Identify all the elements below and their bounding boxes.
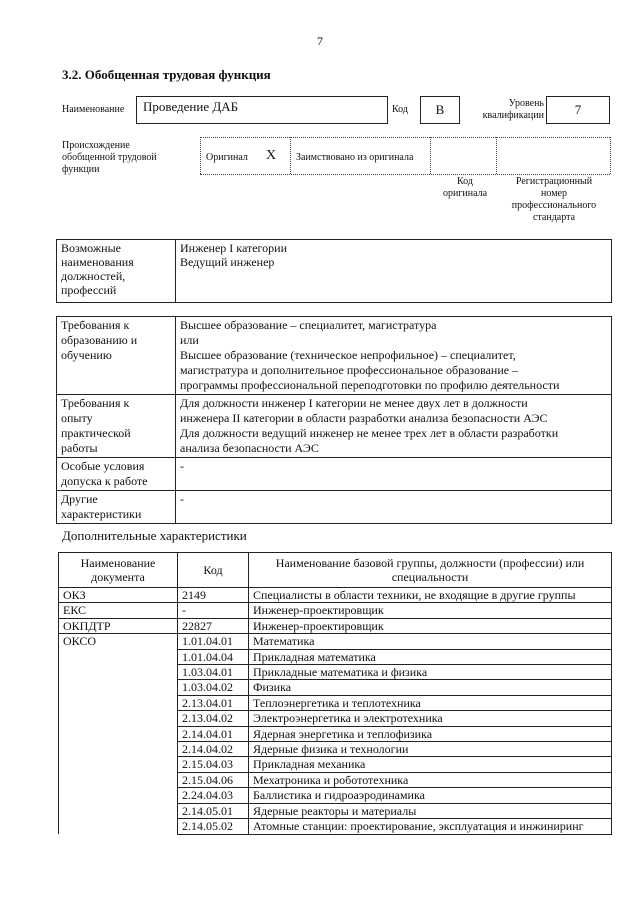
- position-value: Инженер I категории: [180, 241, 287, 255]
- requirement-line: анализа безопасности АЭС: [180, 441, 319, 455]
- header-name-line: Наименование базовой группы, должности (профессии) или: [275, 556, 585, 570]
- row-doc: ОКЗ: [59, 588, 178, 603]
- code-label: Код: [392, 104, 408, 115]
- requirement-line: Высшее образование – специалитет, магистратура: [180, 318, 437, 332]
- code-value: B: [435, 102, 445, 117]
- requirement-value-cell: [176, 458, 612, 491]
- code-original-caption: [434, 176, 496, 200]
- positions-label-cell: [57, 240, 176, 303]
- requirement-line: Для должности ведущий инженер не менее трех лет в области разработки: [180, 426, 559, 440]
- table-row: [59, 588, 612, 603]
- name-value-box: [136, 96, 388, 124]
- table-row: [59, 634, 612, 649]
- header-code: Код: [178, 553, 249, 588]
- row-code: 2.15.04.03: [178, 757, 249, 772]
- original-label: Оригинал: [206, 152, 248, 163]
- row-code: 2.13.04.01: [178, 695, 249, 710]
- reg-caption-line-3: профессионального: [511, 200, 597, 211]
- requirement-value-cell: [176, 491, 612, 524]
- row-code: 2.14.05.01: [178, 803, 249, 818]
- row-code: 2.15.04.06: [178, 772, 249, 787]
- name-value: Проведение ДАБ: [143, 99, 239, 114]
- row-name: Ядерные физика и технологии: [249, 742, 612, 757]
- origin-label: [62, 140, 157, 176]
- requirement-label-line: работы: [61, 441, 98, 455]
- row-name: Прикладные математика и физика: [249, 665, 612, 680]
- row-code: 2.13.04.02: [178, 711, 249, 726]
- row-name: Атомные станции: проектирование, эксплуатация и инжиниринг: [249, 819, 612, 834]
- row-code: -: [178, 603, 249, 618]
- requirement-label-line: обучению: [61, 348, 112, 362]
- requirement-label-line: Другие: [61, 492, 98, 506]
- additional-title: Дополнительные характеристики: [62, 528, 247, 543]
- positions-label-line: должностей,: [61, 269, 126, 283]
- row-code: 1.01.04.01: [178, 634, 249, 649]
- code-caption-line-1: Код: [457, 176, 473, 187]
- origin-divider-1: [200, 137, 201, 174]
- requirement-line: программы профессиональной переподготовки по профилю деятельности: [180, 378, 560, 392]
- code-caption-line-2: оригинала: [442, 188, 488, 199]
- row-name: Инженер-проектировщик: [249, 618, 612, 633]
- requirement-label-cell: [57, 395, 176, 458]
- row-code: 1.03.04.01: [178, 665, 249, 680]
- requirement-line: или: [180, 333, 199, 347]
- row-code: 22827: [178, 618, 249, 633]
- requirement-label-cell: [57, 491, 176, 524]
- origin-bottom-line: [200, 174, 610, 175]
- header-doc: [59, 553, 178, 588]
- requirement-label-line: Требования к: [61, 396, 130, 410]
- name-label: Наименование: [62, 104, 125, 115]
- level-label-line-2: квалификации: [482, 110, 544, 121]
- row-doc: ЕКС: [59, 603, 178, 618]
- origin-divider-3: [430, 137, 431, 174]
- row-name: Прикладная математика: [249, 649, 612, 664]
- origin-divider-5: [610, 137, 611, 174]
- row-code: 1.01.04.04: [178, 649, 249, 664]
- positions-row: [57, 240, 612, 303]
- requirement-row: [57, 458, 612, 491]
- requirement-value-cell: [176, 317, 612, 395]
- header-name: [249, 553, 612, 588]
- requirement-label-line: допуска к работе: [61, 474, 148, 488]
- requirement-label-cell: [57, 317, 176, 395]
- requirement-line: магистратура и дополнительное профессиональное образование –: [180, 363, 519, 377]
- requirement-row: [57, 491, 612, 524]
- row-code: 2.24.04.03: [178, 788, 249, 803]
- requirement-label-line: практической: [61, 426, 131, 440]
- section-heading: 3.2. Обобщенная трудовая функция: [62, 67, 271, 82]
- origin-divider-2: [290, 137, 291, 174]
- requirement-label-cell: [57, 458, 176, 491]
- requirement-label-line: образованию и: [61, 333, 138, 347]
- row-name: Прикладная механика: [249, 757, 612, 772]
- origin-divider-4: [496, 137, 497, 174]
- header-doc-line: документа: [91, 570, 145, 584]
- page-number: 7: [317, 34, 323, 48]
- level-value-box: [546, 96, 610, 124]
- row-name: Ядерные реакторы и материалы: [249, 803, 612, 818]
- origin-label-line-3: функции: [62, 164, 100, 175]
- origin-top-line: [200, 137, 610, 138]
- position-value: Ведущий инженер: [180, 255, 275, 269]
- row-name: Математика: [249, 634, 612, 649]
- table-row: [59, 618, 612, 633]
- row-doc: ОКПДТР: [59, 618, 178, 633]
- requirement-line: Высшее образование (техническое непрофильное) – специалитет,: [180, 348, 516, 362]
- positions-label-line: наименования: [61, 255, 134, 269]
- positions-values-cell: [176, 240, 612, 303]
- origin-label-line-1: Происхождение: [62, 140, 130, 151]
- header-doc-line: Наименование: [80, 556, 156, 570]
- reg-caption-line-2: номер: [541, 188, 567, 199]
- requirement-row: [57, 395, 612, 458]
- row-name: Инженер-проектировщик: [249, 603, 612, 618]
- requirements-table: [56, 316, 612, 524]
- row-code: 2.14.05.02: [178, 819, 249, 834]
- code-value-box: [420, 96, 460, 124]
- row-name: Электроэнергетика и электротехника: [249, 711, 612, 726]
- requirement-line: -: [180, 459, 184, 473]
- requirement-label-line: Требования к: [61, 318, 130, 332]
- borrowed-label: Заимствовано из оригинала: [296, 152, 414, 163]
- requirement-label-line: характеристики: [61, 507, 142, 521]
- row-name: Специалисты в области техники, не входящие в другие группы: [249, 588, 612, 603]
- requirement-value-cell: [176, 395, 612, 458]
- level-label-line-1: Уровень: [508, 98, 544, 109]
- level-value: 7: [574, 102, 582, 117]
- classifier-table: [58, 552, 612, 835]
- level-label: [474, 98, 544, 122]
- positions-label-line: профессий: [61, 283, 117, 297]
- requirement-line: -: [180, 492, 184, 506]
- classifier-header-row: [59, 553, 612, 588]
- requirement-label-line: опыту: [61, 411, 93, 425]
- row-code: 2149: [178, 588, 249, 603]
- row-doc: ОКСО: [59, 634, 178, 834]
- positions-label-line: Возможные: [61, 241, 121, 255]
- origin-label-line-2: обобщенной трудовой: [62, 152, 157, 163]
- original-mark: X: [266, 148, 277, 163]
- reg-number-caption: [498, 176, 610, 224]
- row-name: Физика: [249, 680, 612, 695]
- table-row: [59, 603, 612, 618]
- positions-table: [56, 239, 612, 303]
- reg-caption-line-4: стандарта: [532, 212, 576, 223]
- reg-caption-line-1: Регистрационный: [515, 176, 593, 187]
- row-code: 1.03.04.02: [178, 680, 249, 695]
- row-name: Баллистика и гидроаэродинамика: [249, 788, 612, 803]
- requirement-line: Для должности инженер I категории не менее двух лет в должности: [180, 396, 528, 410]
- requirement-row: [57, 317, 612, 395]
- row-name: Ядерная энергетика и теплофизика: [249, 726, 612, 741]
- row-code: 2.14.04.01: [178, 726, 249, 741]
- requirement-line: инженера II категории в области разработки анализа безопасности АЭС: [180, 411, 548, 425]
- row-name: Мехатроника и робототехника: [249, 772, 612, 787]
- row-code: 2.14.04.02: [178, 742, 249, 757]
- header-name-line: специальности: [391, 570, 469, 584]
- row-name: Теплоэнергетика и теплотехника: [249, 695, 612, 710]
- requirement-label-line: Особые условия: [61, 459, 145, 473]
